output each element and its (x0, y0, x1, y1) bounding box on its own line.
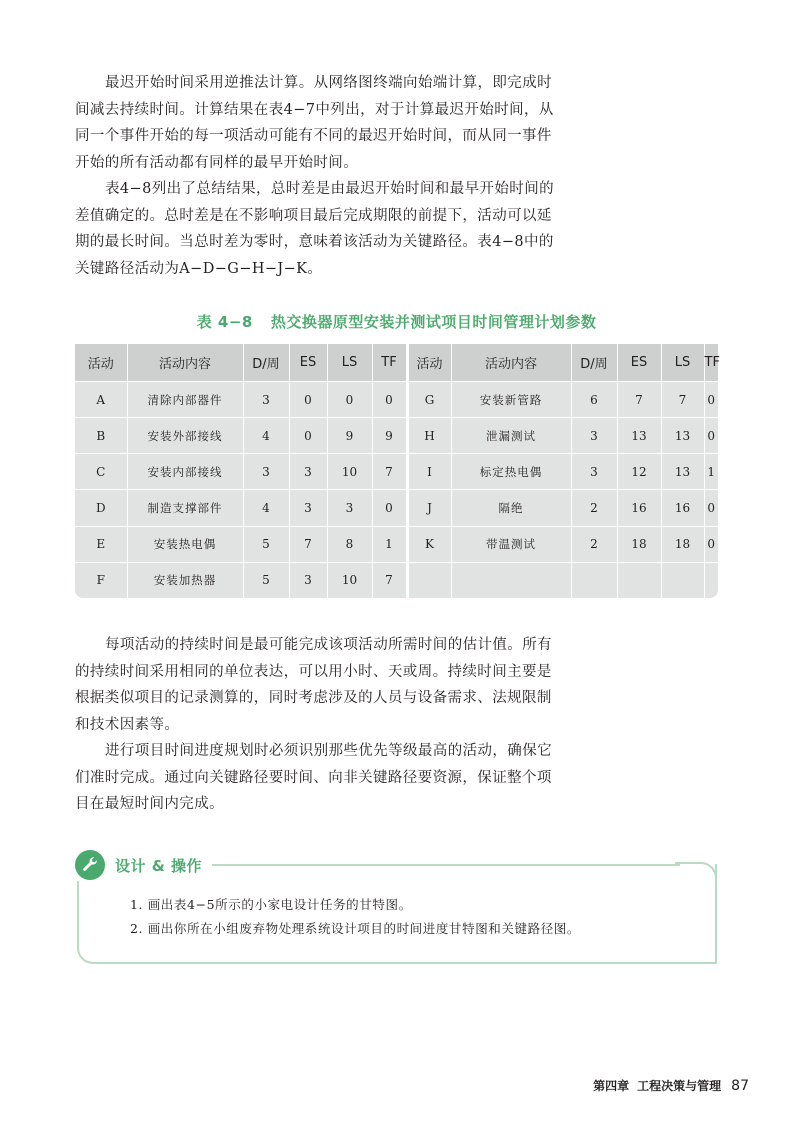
table-cell: 10 (327, 454, 372, 490)
paragraph-duration: 每项活动的持续时间是最可能完成该项活动所需时间的估计值。所有的持续时间采用相同的单位表达，可以用小时、天或周。持续时间主要是根据类似项目的记录测算的，同时考虑涉及的人员与设备需求、法规限制和技术因素等。 (75, 637, 552, 733)
footer-chapter: 第四章 (593, 1079, 630, 1093)
design-task-list (130, 893, 580, 941)
table-cell-activity-content: 标定热电偶 (451, 454, 571, 490)
table-cell: 18 (661, 526, 704, 562)
table-cell: 5 (243, 526, 289, 562)
table-cell: 7 (617, 382, 661, 418)
table-cell: 4 (243, 490, 289, 526)
table-cell: 0 (289, 418, 327, 454)
table-cell: 2 (571, 526, 617, 562)
table-cell: 0 (704, 490, 718, 526)
page-footer (593, 1077, 749, 1094)
table-cell: 1 (372, 526, 407, 562)
table-cell: 0 (704, 382, 718, 418)
table-cell: 2 (571, 490, 617, 526)
table-cell: 3 (571, 454, 617, 490)
table-cell: 7 (372, 562, 407, 598)
table-number: 表 4−8 (196, 313, 253, 331)
design-task-item: 2. 画出你所在小组废弃物处理系统设计项目的时间进度甘特图和关键路径图。 (130, 921, 581, 936)
table-cell: 18 (617, 526, 661, 562)
table-cell: 0 (704, 418, 718, 454)
table-cell-activity-content: 带温测试 (451, 526, 571, 562)
table-cell: 4 (243, 418, 289, 454)
plan-table (75, 344, 718, 598)
table-cell-activity-content: 安装内部接线 (127, 454, 243, 490)
table-cell: C (75, 454, 127, 490)
table-row (75, 454, 718, 490)
col-header: 活动 (75, 344, 127, 382)
table-cell: G (407, 382, 451, 418)
wrench-icon-glyph (81, 856, 99, 874)
table-cell: 7 (661, 382, 704, 418)
table-row (75, 490, 718, 526)
table-cell: 7 (289, 526, 327, 562)
table-cell: 5 (243, 562, 289, 598)
table-cell (661, 562, 704, 598)
table-cell: A (75, 382, 127, 418)
table-cell: I (407, 454, 451, 490)
table-caption (75, 311, 718, 332)
table-cell: 0 (289, 382, 327, 418)
table-cell (704, 562, 718, 598)
page-number: 87 (731, 1077, 749, 1094)
table-row (75, 382, 718, 418)
table-cell-activity-content: 安装加热器 (127, 562, 243, 598)
table-cell: 16 (661, 490, 704, 526)
design-box-top-line (212, 864, 680, 866)
table-cell: 0 (372, 382, 407, 418)
table-row (75, 418, 718, 454)
design-operation-header (75, 849, 210, 881)
table-cell: 3 (327, 490, 372, 526)
table-cell-activity-content: 隔绝 (451, 490, 571, 526)
table-row (75, 526, 718, 562)
col-header: D/周 (243, 344, 289, 382)
col-header: 活动内容 (451, 344, 571, 382)
wrench-icon (75, 850, 105, 880)
table-cell (407, 562, 451, 598)
table-cell: 9 (372, 418, 407, 454)
col-header: 活动内容 (127, 344, 243, 382)
table-cell: 16 (617, 490, 661, 526)
col-header: LS (661, 344, 704, 382)
table-cell: 8 (327, 526, 372, 562)
table-cell: 7 (372, 454, 407, 490)
table-cell: 13 (661, 454, 704, 490)
table-cell: 3 (571, 418, 617, 454)
table-cell-activity-content: 泄漏测试 (451, 418, 571, 454)
table-cell: 13 (661, 418, 704, 454)
table-cell-activity-content: 制造支撑部件 (127, 490, 243, 526)
table-cell: 0 (372, 490, 407, 526)
table-cell: 6 (571, 382, 617, 418)
table-cell: 3 (243, 454, 289, 490)
table-cell: 3 (243, 382, 289, 418)
paragraph-total-float: 表4−8列出了总结结果，总时差是由最迟开始时间和最早开始时间的差值确定的。总时差是在不影响项目最后完成期限的前提下，活动可以延期的最长时间。当总时差为零时，意味着该活动为关键路径。表4−8中的关键路径活动为A−D−G−H−J−K。 (75, 181, 554, 277)
table-cell (617, 562, 661, 598)
table-cell-activity-content: 清除内部器件 (127, 382, 243, 418)
table-cell: F (75, 562, 127, 598)
table-cell-activity-content: 安装外部接线 (127, 418, 243, 454)
table-cell: 10 (327, 562, 372, 598)
table-cell: 13 (617, 418, 661, 454)
table-cell-activity-content: 安装新管路 (451, 382, 571, 418)
table-cell: E (75, 526, 127, 562)
table-cell: 12 (617, 454, 661, 490)
table-cell-activity-content (451, 562, 571, 598)
table-cell: 3 (289, 454, 327, 490)
table-cell: K (407, 526, 451, 562)
table-cell: 3 (289, 562, 327, 598)
col-header: ES (617, 344, 661, 382)
table-cell: J (407, 490, 451, 526)
col-header: 活动 (407, 344, 451, 382)
table-cell (571, 562, 617, 598)
footer-chapter-title: 工程决策与管理 (637, 1079, 722, 1093)
table-title: 热交换器原型安装并测试项目时间管理计划参数 (270, 313, 597, 331)
table-cell-activity-content: 安装热电偶 (127, 526, 243, 562)
table-cell: D (75, 490, 127, 526)
table-cell: 9 (327, 418, 372, 454)
col-header: LS (327, 344, 372, 382)
table-cell: H (407, 418, 451, 454)
table-row (75, 562, 718, 598)
plan-table-container (75, 344, 718, 598)
design-task-item: 1. 画出表4−5所示的小家电设计任务的甘特图。 (130, 897, 412, 912)
table-cell: 0 (704, 526, 718, 562)
paragraph-priority: 进行项目时间进度规划时必须识别那些优先等级最高的活动，确保它们准时完成。通过向关键路径要时间、向非关键路径要资源，保证整个项目在最短时间内完成。 (75, 743, 552, 812)
col-header: TF (704, 344, 718, 382)
design-operation-title: 设计 & 操作 (115, 856, 203, 875)
paragraph-latest-start: 最迟开始时间采用逆推法计算。从网络图终端向始端计算，即完成时间减去持续时间。计算结果在表4−7中列出，对于计算最迟开始时间，从同一个事件开始的每一项活动可能有不同的最迟开始时间，而从同一事件开始的所有活动都有同样的最早开始时间。 (75, 75, 554, 171)
table-cell: 3 (289, 490, 327, 526)
col-header: TF (372, 344, 407, 382)
table-cell: 0 (327, 382, 372, 418)
col-header: D/周 (571, 344, 617, 382)
col-header: ES (289, 344, 327, 382)
table-header-row (75, 344, 718, 382)
table-cell: 1 (704, 454, 718, 490)
table-cell: B (75, 418, 127, 454)
